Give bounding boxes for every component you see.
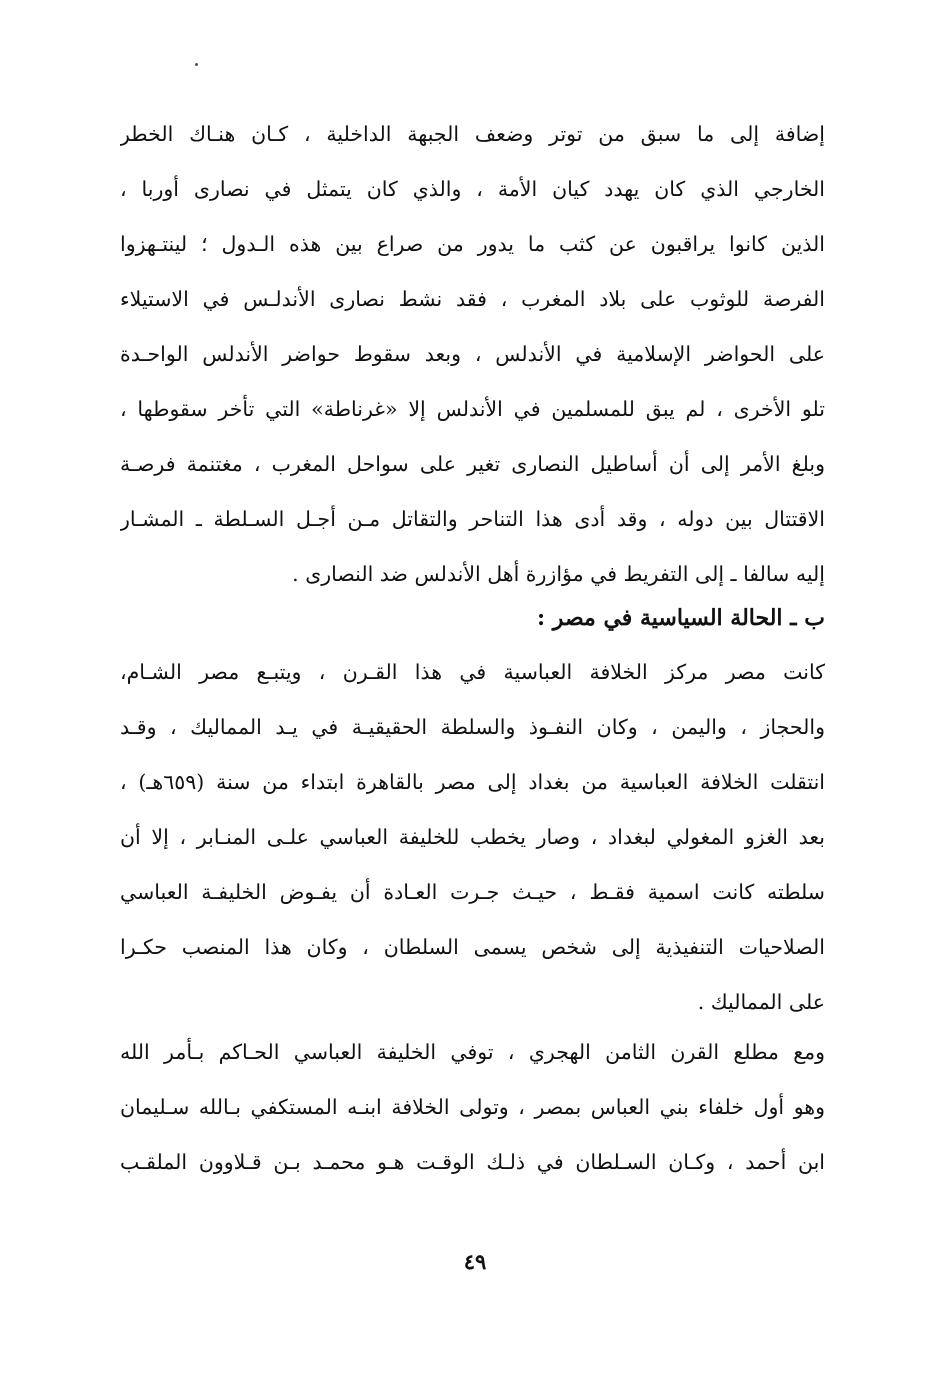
text-line: الاقتتال بين دوله ، وقد أدى هذا التناحر والتقاتل مـن أجـل السـلطة ـ المشـار <box>120 507 825 531</box>
page-number: ٤٩ <box>463 1249 487 1274</box>
text-line: ومع مطلع القرن الثامن الهجري ، توفي الخليفة العباسي الحـاكم بـأمر الله <box>120 1040 825 1064</box>
text-line: الصلاحيات التنفيذية إلى شخص يسمى السلطان ، وكان هذا المنصب حكـرا <box>120 935 825 959</box>
paragraph-external-threat <box>120 107 825 602</box>
text-line: الخارجي الذي كان يهدد كيان الأمة ، والذي كان يتمثل في نصارى أوربا ، <box>120 177 825 201</box>
text-line: سلطته كانت اسمية فقـط ، حيـث جـرت العـادة أن يفـوض الخليفـة العباسي <box>120 880 825 904</box>
section-heading <box>120 591 825 646</box>
paragraph-eighth-century <box>120 1025 825 1190</box>
text-line: بعد الغزو المغولي لبغداد ، وصار يخطب للخليفة العباسي علـى المنـابر ، إلا أن <box>120 825 825 849</box>
text-line: على الحواضر الإسلامية في الأندلس ، وبعد سقوط حواضر الأندلس الواحـدة <box>120 342 825 366</box>
text-line: الذين كانوا يراقبون عن كثب ما يدور من صراع بين هذه الـدول ؛ لينتـهزوا <box>120 232 825 256</box>
text-line: تلو الأخرى ، لم يبق للمسلمين في الأندلس إلا «غرناطة» التي تأخر سقوطها ، <box>120 397 825 421</box>
text-line: إضافة إلى ما سبق من توتر وضعف الجبهة الداخلية ، كـان هنـاك الخطر <box>120 122 825 146</box>
scan-speck <box>195 63 198 66</box>
text-line: على المماليك . <box>697 990 825 1014</box>
text-line: وبلغ الأمر إلى أن أساطيل النصارى تغير على سواحل المغرب ، مغتنمة فرصـة <box>120 452 825 476</box>
text-line: وهو أول خلفاء بني العباس بمصر ، وتولى الخلافة ابنـه المستكفي بـالله سـليمان <box>120 1095 825 1119</box>
text-line: كانت مصر مركز الخلافة العباسية في هذا القـرن ، ويتبـع مصر الشـام، <box>120 660 825 684</box>
text-line: إليه سالفا ـ إلى التفريط في مؤازرة أهل الأندلس ضد النصارى . <box>292 562 825 586</box>
paragraph-egypt-politics <box>120 645 825 1030</box>
section-heading-text: ب ـ الحالة السياسية في مصر : <box>537 605 825 631</box>
text-line: الفرصة للوثوب على بلاد المغرب ، فقد نشط نصارى الأندلـس في الاستيلاء <box>120 287 825 311</box>
text-line: والحجاز ، واليمن ، وكان النفـوذ والسلطة الحقيقيـة في يـد المماليك ، وقـد <box>120 715 825 739</box>
text-line: انتقلت الخلافة العباسية من بغداد إلى مصر بالقاهرة ابتداء من سنة (٦٥٩هـ) ، <box>120 770 825 794</box>
text-line: ابن أحمد ، وكـان السـلطان في ذلـك الوقـت هـو محمـد بـن قـلاوون الملقـب <box>120 1150 825 1174</box>
